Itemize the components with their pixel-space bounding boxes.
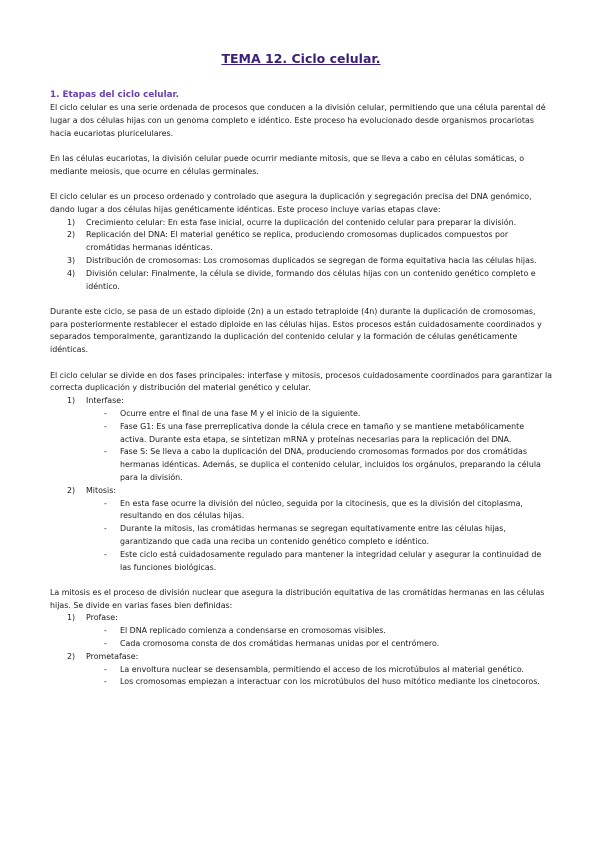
paragraph-phases: El ciclo celular se divide en dos fases principales: interfase y mitosis, procesos cuidadosamente coordinados para garantizar la correcta duplicación y distribución del material genético y celular. <box>50 370 553 393</box>
document-page <box>50 51 552 689</box>
list-item: - Fase G1: Es una fase prerreplicativa donde la célula crece en tamaño y se mantiene metabólicamente activa. Durante esta etapa, se sintetizan mRNA y proteínas necesarias para la replicación del DNA. <box>104 421 525 444</box>
list-item: - La envoltura nuclear se desensambla, permitiendo el acceso de los microtúbulos al material genético. <box>104 664 525 674</box>
document-title: TEMA 12. Ciclo celular. <box>221 51 381 66</box>
list-item: - Los cromosomas empiezan a interactuar con los microtúbulos del huso mitótico mediante los cinetocoros. <box>104 677 540 687</box>
list-item: 4) División celular: Finalmente, la célula se divide, formando dos células hijas con un contenido genético completo e idéntico. <box>67 268 536 291</box>
paragraph-ploidy: Durante este ciclo, se pasa de un estado diploide (2n) a un estado tetraploide (4n) durante la duplicación de cromosomas, para posteriormente restablecer el estado diploide en las células hijas. Estos procesos están cuidadosamente coordinados y separados temporalmente, garantizando la duplicación del contenido celular y la formación de células genéticamente idénticas. <box>50 306 542 355</box>
list-item: 2) Replicación del DNA: El material genético se replica, produciendo cromosomas duplicados compuestos por cromátidas hermanas idénticas. <box>67 230 509 253</box>
list-item: - Cada cromosoma consta de dos cromátidas hermanas unidas por el centrómero. <box>104 638 440 648</box>
list-item: - El DNA replicado comienza a condensarse en cromosomas visibles. <box>104 626 386 636</box>
list-item: - Este ciclo está cuidadosamente regulado para mantener la integridad celular y asegurar la continuidad de las funciones biológicas. <box>104 549 542 572</box>
list-item: 1) Profase: - El DNA replicado comienza a condensarse en cromosomas visibles. - Cada cromosoma consta de dos cromátidas hermanas unidas por el centrómero. <box>50 612 552 650</box>
section-heading: 1. Etapas del ciclo celular. <box>50 90 179 100</box>
list-item: - En esta fase ocurre la división del núcleo, seguida por la citocinesis, que es la división del citoplasma, resultando en dos células hijas. <box>104 498 523 521</box>
list-item: - Fase S: Se lleva a cabo la duplicación del DNA, produciendo cromosomas formados por dos cromátidas hermanas idénticas. Además, se duplica el contenido celular, incluidos los orgánulos, preparando la célula para la división. <box>104 447 541 482</box>
list-item: 2) Mitosis: - En esta fase ocurre la división del núcleo, seguida por la citocinesis, que es la división del citoplasma, resultando en dos células hijas. - Durante la mitosis, las cromátidas hermanas se segregan equitativamente entre las células hijas, garantizando que cada una reciba un contenido genético completo e idéntico. - Este ciclo está cuidadosamente regulado para mantener la integridad celular y asegurar la continuidad de las funciones biológicas. <box>50 485 552 575</box>
list-item: 1) Crecimiento celular: En esta fase inicial, ocurre la duplicación del contenido celular para preparar la división. <box>67 217 517 227</box>
list-item: 1) Interfase: - Ocurre entre el final de una fase M y el inicio de la siguiente. - Fase G1: Es una fase prerreplicativa donde la célula crece en tamaño y se mantiene metabólicamente activa. Durante esta etapa, se sintetizan mRNA y proteínas necesarias para la replicación del DNA. - Fase S: Se lleva a cabo la duplicación del DNA, produciendo cromosomas formados por dos cromátidas hermanas idénticas. Además, se duplica el contenido celular, incluidos los orgánulos, preparando la célula para la división. <box>50 395 552 485</box>
paragraph-intro: El ciclo celular es una serie ordenada de procesos que conducen a la división celular, permitiendo que una célula parental dé lugar a dos células hijas con un genoma completo e idéntico. Este proceso ha evolucionado desde organismos procariotas hacia eucariotas pluricelulares. <box>50 103 546 138</box>
paragraph-cycle-overview: El ciclo celular es un proceso ordenado y controlado que asegura la duplicación y segregación precisa del DNA genómico, dando lugar a dos células hijas genéticamente idénticas. Este proceso incluye varias etapas clave: <box>50 191 532 214</box>
stages-list <box>50 217 552 294</box>
list-item: 3) Distribución de cromosomas: Los cromosomas duplicados se segregan de forma equitativa hacia las células hijas. <box>67 255 537 265</box>
list-item: - Durante la mitosis, las cromátidas hermanas se segregan equitativamente entre las células hijas, garantizando que cada una reciba un contenido genético completo e idéntico. <box>104 524 506 546</box>
list-item: - Ocurre entre el final de una fase M y el inicio de la siguiente. <box>104 408 361 418</box>
paragraph-mitosis: La mitosis es el proceso de división nuclear que asegura la distribución equitativa de las cromátidas hermanas en las células hijas. Se divide en varias fases bien definidas: <box>50 587 545 610</box>
phases-list <box>50 395 552 574</box>
paragraph-eukaryotes: En las células eucariotas, la división celular puede ocurrir mediante mitosis, que se lleva a cabo en células somáticas, o mediante meiosis, que ocurre en células germinales. <box>50 153 525 176</box>
mitosis-phases-list <box>50 612 552 689</box>
list-item: 2) Prometafase: - La envoltura nuclear se desensambla, permitiendo el acceso de los microtúbulos al material genético. - Los cromosomas empiezan a interactuar con los microtúbulos del huso mitótico mediante los cinetocoros. <box>50 651 552 689</box>
